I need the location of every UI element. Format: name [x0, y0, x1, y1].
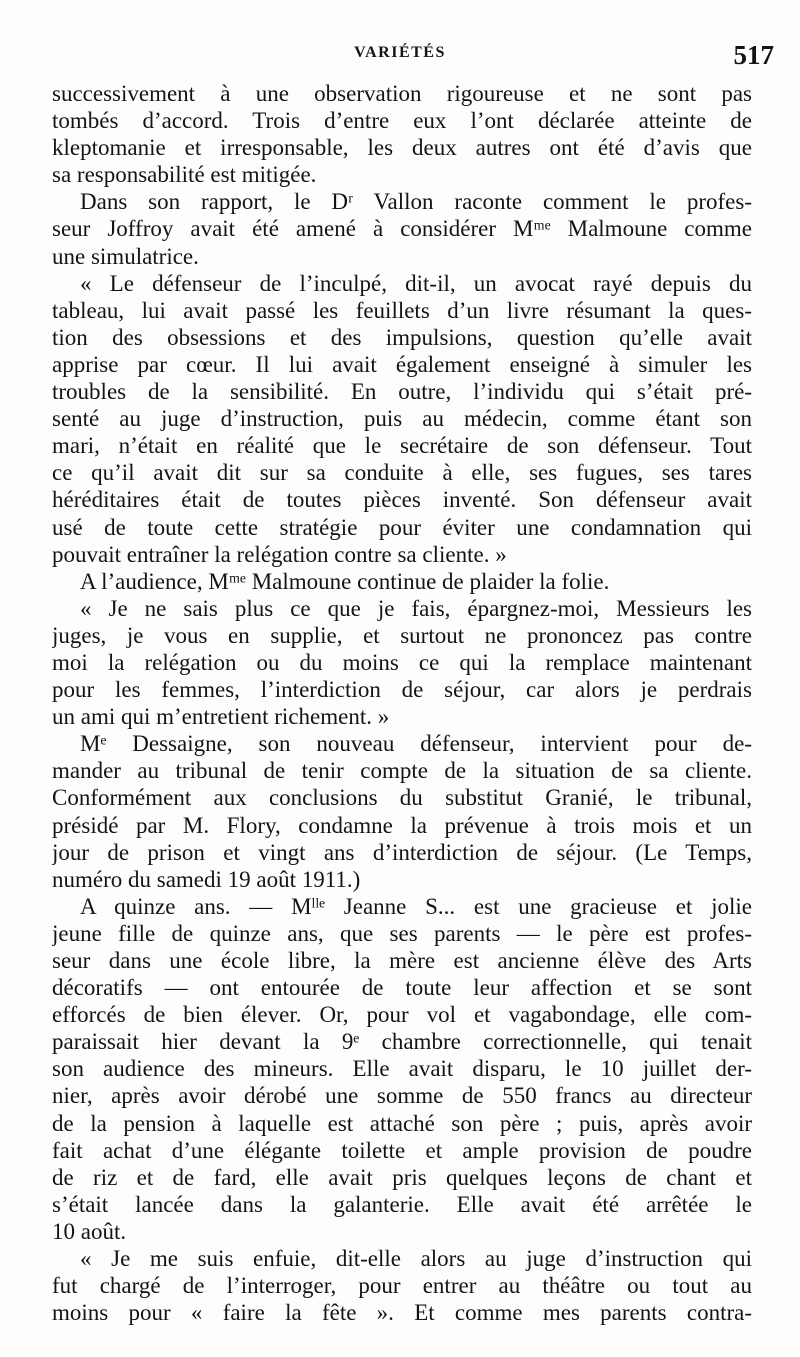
text-line: « Je me suis enfuie, dit-elle alors au juge d’instruction qui: [80, 1246, 752, 1272]
text-line: seur Joffroy avait été amené à considérer Mᵐᵉ Malmoune comme: [52, 216, 752, 242]
text-line: « Je ne sais plus ce que je fais, épargnez-moi, Messieurs les: [80, 595, 752, 621]
text-line: successivement à une observation rigoureuse et ne sont pas: [52, 81, 752, 106]
text-line: juges, je vous en supplie, et surtout ne prononcez pas contre: [52, 622, 752, 648]
text-line: jour de prison et vingt ans d’interdiction de séjour. (Le Temps,: [52, 839, 752, 865]
text-line: paraissait hier devant la 9ᵉ chambre correctionnelle, qui tenait: [52, 1029, 752, 1055]
text-line: tombés d’accord. Trois d’entre eux l’ont déclarée atteinte de: [52, 108, 752, 134]
text-line: seur dans une école libre, la mère est ancienne élève des Arts: [52, 948, 752, 973]
text-line: efforcés de bien élever. Or, pour vol et vagabondage, elle com-: [52, 1002, 752, 1028]
text-line: A l’audience, Mᵐᵉ Malmoune continue de plaider la folie.: [80, 568, 610, 594]
text-line: mari, n’était en réalité que le secrétaire de son défenseur. Tout: [52, 433, 752, 459]
running-head: [0, 40, 800, 70]
text-line: une simulatrice.: [52, 243, 199, 269]
text-line: pouvait entraîner la relégation contre sa cliente. »: [52, 541, 507, 567]
text-line: Conformément aux conclusions du substitut Granié, le tribunal,: [52, 785, 752, 811]
text-line: kleptomanie et irresponsable, les deux autres ont été d’avis que: [52, 135, 752, 161]
page-number: 517: [733, 40, 774, 70]
text-line: de la pension à laquelle est attaché son père ; puis, après avoir: [52, 1110, 752, 1136]
text-line: fait achat d’une élégante toilette et ample provision de poudre: [52, 1137, 752, 1163]
text-line: s’était lancée dans la galanterie. Elle avait été arrêtée le: [52, 1191, 752, 1217]
text-line: mander au tribunal de tenir compte de la situation de sa cliente.: [52, 758, 752, 784]
text-line: un ami qui m’entretient richement. »: [52, 704, 390, 730]
text-line: numéro du samedi 19 août 1911.): [52, 866, 361, 892]
text-line: moi la relégation ou du moins ce qui la remplace maintenant: [52, 649, 752, 675]
text-line: moins pour « faire la fête ». Et comme mes parents contra-: [52, 1300, 752, 1326]
text-line: décoratifs — ont entourée de toute leur affection et se sont: [52, 975, 752, 1001]
text-line: senté au juge d’instruction, puis au médecin, comme étant son: [52, 406, 752, 432]
text-line: A quinze ans. — Mˡˡᵉ Jeanne S... est une gracieuse et jolie: [80, 893, 752, 919]
text-line: Dans son rapport, le Dʳ Vallon raconte comment le profes-: [80, 189, 752, 215]
text-line: usé de toute cette stratégie pour éviter une condamnation qui: [52, 514, 752, 540]
text-line: tableau, lui avait passé les feuillets d’un livre résumant la ques-: [52, 297, 752, 323]
text-line: de riz et de fard, elle avait pris quelques leçons de chant et: [52, 1164, 752, 1190]
text-line: héréditaires était de toutes pièces inventé. Son défenseur avait: [52, 487, 752, 513]
text-line: « Le défenseur de l’inculpé, dit-il, un avocat rayé depuis du: [80, 270, 752, 296]
text-line: pour les femmes, l’interdiction de séjour, car alors je perdrais: [52, 677, 752, 703]
body-text: [52, 80, 752, 1326]
text-line: apprise par cœur. Il lui avait également enseigné à simuler les: [52, 351, 752, 377]
text-line: Mᵉ Dessaigne, son nouveau défenseur, intervient pour de-: [80, 731, 752, 757]
text-line: troubles de la sensibilité. En outre, l’individu qui s’était pré-: [52, 379, 752, 405]
text-line: jeune fille de quinze ans, que ses parents — le père est profes-: [52, 920, 752, 946]
text-line: son audience des mineurs. Elle avait disparu, le 10 juillet der-: [52, 1056, 752, 1082]
text-line: sa responsabilité est mitigée.: [52, 162, 317, 188]
text-line: tion des obsessions et des impulsions, question qu’elle avait: [52, 324, 752, 350]
text-line: fut chargé de l’interroger, pour entrer au théâtre ou tout au: [52, 1273, 752, 1299]
text-line: présidé par M. Flory, condamne la prévenue à trois mois et un: [52, 812, 752, 838]
text-line: nier, après avoir dérobé une somme de 550 francs au directeur: [52, 1083, 752, 1109]
running-title: VARIÉTÉS: [354, 44, 446, 61]
text-line: 10 août.: [52, 1218, 127, 1244]
text-line: ce qu’il avait dit sur sa conduite à elle, ses fugues, ses tares: [52, 460, 752, 486]
